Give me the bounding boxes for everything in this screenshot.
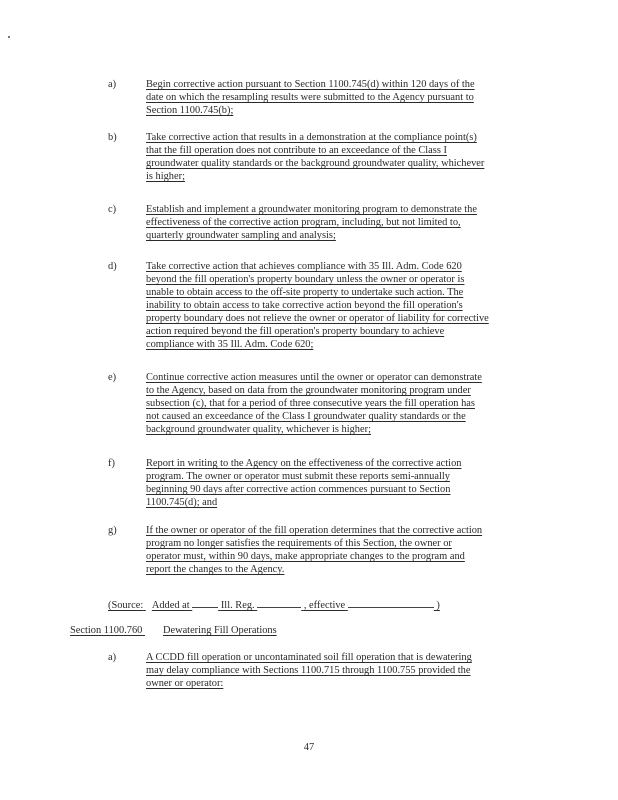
item-label: b) <box>108 132 117 143</box>
item-label: a) <box>108 652 117 663</box>
source-effective: , effective <box>303 600 346 611</box>
volume-blank <box>192 596 218 608</box>
list-item-g <box>108 524 548 576</box>
item-text: Continue corrective action measures until the owner or operator can demonstrate to the Agency, based on data from the groundwater monitoring program under subsection (c), that for a period of three consecutive years the fill operation has not caused an exceedance of the Class I groundwater quality standards or the background groundwater quality, whichever is higher; <box>146 372 482 435</box>
scan-speck <box>8 36 10 38</box>
section-heading <box>70 624 277 637</box>
list-item-a <box>108 78 548 117</box>
item-text: Begin corrective action pursuant to Section 1100.745(d) within 120 days of the date on which the resampling results were submitted to the Agency pursuant to Section 1100.745(b); <box>146 79 475 116</box>
source-close: ) <box>436 600 440 611</box>
page-blank <box>257 596 301 608</box>
source-ill-reg: Ill. Reg. <box>220 600 255 611</box>
item-label: f) <box>108 458 115 469</box>
item-label: d) <box>108 261 117 272</box>
item-label: c) <box>108 204 117 215</box>
item-label: a) <box>108 79 117 90</box>
list-item-f <box>108 457 548 509</box>
item-label: e) <box>108 372 117 383</box>
item-text: Establish and implement a groundwater monitoring program to demonstrate the effectiveness of the corrective action program, including, but not limited to, quarterly groundwater sampling and analysis; <box>146 204 477 241</box>
date-blank <box>348 596 434 608</box>
source-added-at: Added at <box>151 600 190 611</box>
item-text: Report in writing to the Agency on the effectiveness of the corrective action program. The owner or operator must submit these reports semi-annually beginning 90 days after corrective action commences pursuant to Section 1100.745(d); and <box>146 458 462 508</box>
subsection-item-a <box>108 651 548 690</box>
item-text: A CCDD fill operation or uncontaminated soil fill operation that is dewatering may delay compliance with Sections 1100.715 through 1100.755 provided the owner or operator: <box>146 652 472 689</box>
source-prefix: (Source: <box>108 600 144 611</box>
list-item-d <box>108 260 548 351</box>
item-text: Take corrective action that achieves compliance with 35 Ill. Adm. Code 620 beyond the fill operation's property boundary unless the owner or operator is unable to obtain access to the off-site property to undertake such action. The inability to obtain access to take corrective action beyond the fill operation's property boundary does not relieve the owner or operator of liability for corrective action required beyond the fill operation's property boundary to achieve compliance with 35 Ill. Adm. Code 620; <box>146 261 489 350</box>
source-note <box>108 596 548 612</box>
list-item-e <box>108 371 548 436</box>
list-item-c <box>108 203 548 242</box>
item-label: g) <box>108 525 117 536</box>
item-text: Take corrective action that results in a demonstration at the compliance point(s) that the fill operation does not contribute to an exceedance of the Class I groundwater quality standards or the background groundwater quality, whichever is higher; <box>146 132 485 182</box>
list-item-b <box>108 131 548 183</box>
page-number: 47 <box>303 742 315 753</box>
section-number: Section 1100.760 <box>70 625 143 636</box>
item-text: If the owner or operator of the fill operation determines that the corrective action program no longer satisfies the requirements of this Section, the owner or operator must, within 90 days, make appropriate changes to the program and report the changes to the Agency. <box>146 525 483 575</box>
section-title: Dewatering Fill Operations <box>162 625 277 636</box>
